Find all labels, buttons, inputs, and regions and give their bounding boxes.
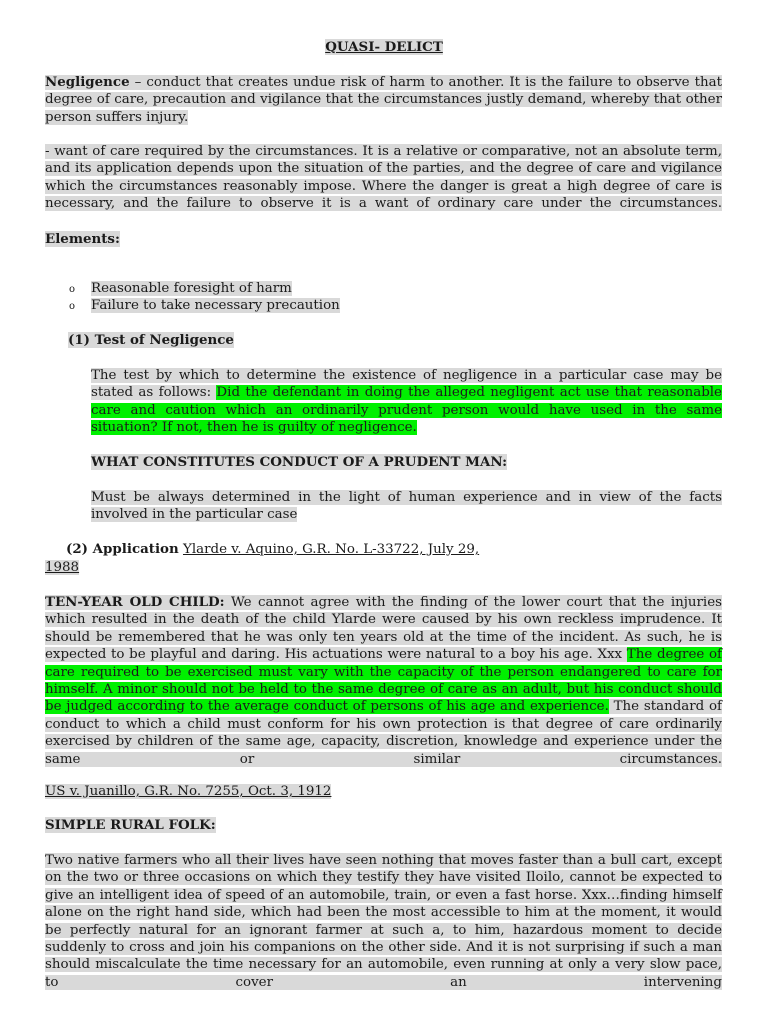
document-title: QUASI- DELICT	[325, 39, 443, 55]
application-line	[66, 541, 743, 558]
bullet-icon: o	[69, 284, 76, 295]
child-paragraph: TEN-YEAR OLD CHILD: We cannot agree with the finding of the lower court that the injuries which resulted in the death of the child Ylarde were caused by his own reckless imprudence. It should be remembered that he was only ten years old at the time of the incident. As such, he is expected to be playful and daring. His actuations were natural to a boy his age. Xxx The degree of care required to be exercised must vary with the capacity of the person endangered to care for himself. A minor should not be held to the same degree of care as an adult, but his conduct should be judged according to the average conduct of persons of his age and experience. The standard of conduct to which a child must conform for his own protection is that degree of care ordinarily exercised by children of the same age, capacity, discretion, knowledge and experience under the same or similar circumstances.	[45, 594, 723, 767]
prudent-paragraph: Must be always determined in the light of human experience and in view of the facts involved in the particular case	[91, 490, 722, 523]
element-item-precaution: Failure to take necessary precaution	[91, 298, 340, 313]
rural-folk-paragraph: Two native farmers who all their lives have seen nothing that moves faster than a bull cart, except on the two or three occasions on which they testify they have visited Iloilo, cannot be expected to give an intelligent idea of speed of an automobile, train, or even a fast horse. Xxx…finding himself alone on the right hand side, which had been the most accessible to him at the moment, it would be perfectly natural for an ignorant farmer at such a, to him, hazardous moment to decide suddenly to cross and join his companions on the other side. And it is not surprising if such a man should miscalculate the time necessary for an automobile, even running at only a very slow pace, to cover an intervening	[45, 853, 722, 990]
rural-folk-heading: SIMPLE RURAL FOLK:	[45, 817, 216, 833]
application-line-cont: 1988	[45, 560, 80, 575]
application-label: (2) Application	[66, 541, 179, 557]
test-paragraph: The test by which to determine the existence of negligence in a particular case may be stated as follows: Did the defendant in doing the alleged negligent act use that reasonable care and caution which an ordinarily prudent person would have used in the same situation? If not, then he is guilty of negligence.	[91, 368, 722, 436]
negligence-term: Negligence	[45, 74, 130, 90]
juanillo-citation: US v. Juanillo, G.R. No. 7255, Oct. 3, 1912	[45, 784, 332, 799]
prudent-heading: WHAT CONSTITUTES CONDUCT OF A PRUDENT MAN:	[91, 454, 508, 470]
ylarde-case-citation: Ylarde v. Aquino, G.R. No. L-33722, July 29,	[182, 542, 480, 557]
test-heading: (1) Test of Negligence	[68, 332, 234, 348]
test-question-highlight: Did the defendant in doing the alleged negligent act use that reasonable care and caution which an ordinarily prudent person would have used in the same situation? If not, then he is guilty of negligence.	[91, 385, 722, 436]
elements-heading: Elements:	[45, 231, 120, 247]
negligence-definition: – conduct that creates undue risk of harm to another. It is the failure to observe that degree of care, precaution and vigilance that the circumstances justly demand, whereby that other person suffers injury.	[45, 75, 722, 125]
negligence-paragraph	[45, 74, 722, 126]
bullet-icon: o	[69, 301, 76, 312]
child-highlight: The degree of care required to be exercised must vary with the capacity of the person endangered to care for himself. A minor should not be held to the same degree of care as an adult, but his conduct should be judged according to the average conduct of persons of his age and experience.	[45, 647, 722, 715]
element-item-foresight: Reasonable foresight of harm	[91, 281, 292, 296]
child-heading: TEN-YEAR OLD CHILD:	[45, 594, 225, 610]
want-of-care-paragraph: - want of care required by the circumstances. It is a relative or comparative, not an absolute term, and its application depends upon the situation of the parties, and the degree of care and vigilance which the circumstances reasonably impose. Where the danger is great a high degree of care is necessary, and the failure to observe it is a want of ordinary care under the circumstances.	[45, 144, 722, 212]
